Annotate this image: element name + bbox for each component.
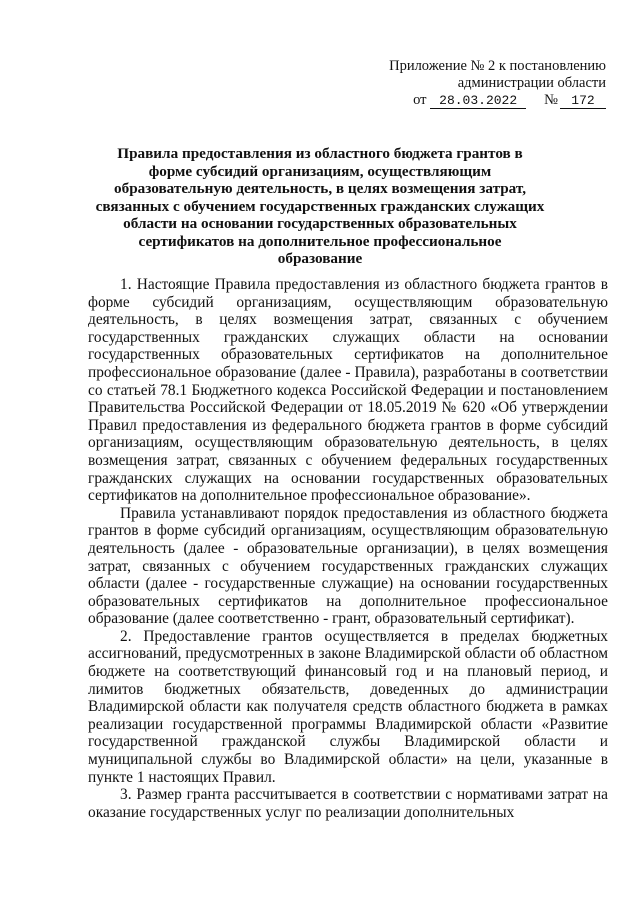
document-title: Правила предоставления из областного бюджета грантов в форме субсидий организациям, осуществляющим образовательную деятельность, в целях возмещения затрат, связанных с обучением государственных гражданских служащих области на основании государственных образовательных сертификатов на дополнительное профессиональное образование	[95, 145, 545, 267]
appendix-line-1: Приложение № 2 к постановлению	[389, 58, 606, 74]
document-body	[88, 276, 608, 821]
appendix-date: 28.03.2022	[430, 94, 526, 109]
paragraph-3: 2. Предоставление грантов осуществляется в пределах бюджетных ассигнований, предусмотренных в законе Владимирской области об областном бюджете на соответствующий финансовый год и на плановый период, и лимитов бюджетных обязательств, доведенных до администрации Владимирской области как получателя средств областного бюджета в рамках реализации государственной программы Владимирской области «Развитие государственной гражданской службы Владимирской области и муниципальной службы во Владимирской области» на цели, указанные в пункте 1 настоящих Правил.	[88, 627, 608, 786]
appendix-number-label: №	[544, 92, 558, 108]
appendix-date-number	[346, 92, 606, 109]
appendix-number: 172	[560, 94, 606, 109]
paragraph-2: Правила устанавливают порядок предоставления из областного бюджета грантов в форме субсидий организациям, осуществляющим образовательную деятельность (далее - образовательные организации), в целях возмещения затрат, связанных с обучением государственных гражданских служащих области (далее - государственные служащие) на основании государственных образовательных сертификатов на дополнительное профессиональное образование (далее соответственно - грант, образовательный сертификат).	[88, 504, 608, 628]
paragraph-4: 3. Размер гранта рассчитывается в соответствии с нормативами затрат на оказание государственных услуг по реализации дополнительных	[88, 786, 608, 821]
appendix-line-2: администрации области	[457, 75, 606, 91]
appendix-header	[346, 58, 606, 109]
appendix-from-label: от	[413, 92, 427, 108]
paragraph-1: 1. Настоящие Правила предоставления из областного бюджета грантов в форме субсидий организациям, осуществляющим образовательную деятельность, в целях возмещения затрат, связанных с обучением государственных гражданских служащих области на основании государственных образовательных сертификатов на дополнительное профессиональное образование (далее - Правила), разработаны в соответствии со статьей 78.1 Бюджетного кодекса Российской Федерации и постановлением Правительства Российской Федерации от 18.05.2019 № 620 «Об утверждении Правил предоставления из федерального бюджета грантов в форме субсидий организациям, осуществляющим образовательную деятельность, в целях возмещения затрат, связанных с обучением федеральных государственных гражданских служащих на основании государственных образовательных сертификатов на дополнительное профессиональное образование».	[88, 276, 608, 505]
